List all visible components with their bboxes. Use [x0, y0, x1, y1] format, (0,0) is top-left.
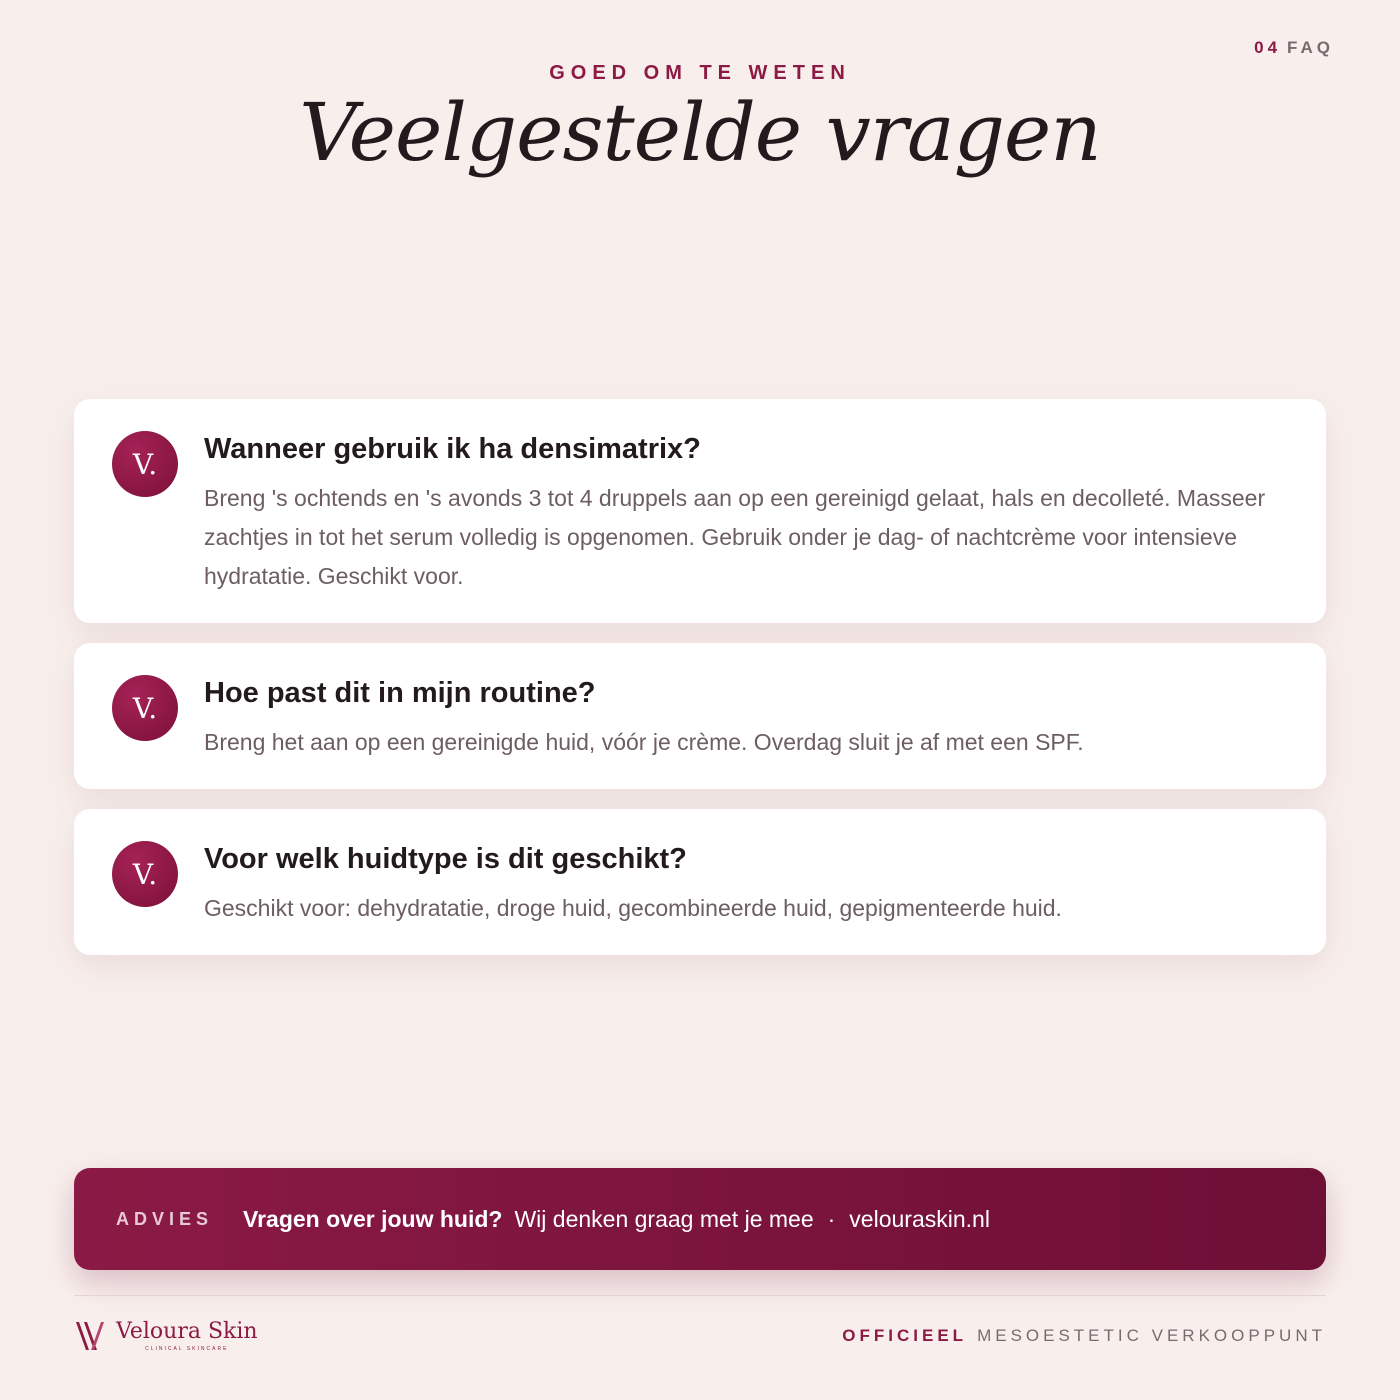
- faq-question: Voor welk huidtype is dit geschikt?: [204, 843, 687, 875]
- brand-name: Veloura Skin: [116, 1318, 258, 1344]
- footer-credential: [842, 1326, 1326, 1346]
- page-number: 04: [1254, 38, 1282, 57]
- page-label: FAQ: [1287, 38, 1334, 57]
- advice-separator: ·: [827, 1205, 836, 1232]
- faq-question: Hoe past dit in mijn routine?: [204, 677, 596, 709]
- faq-card-1: [74, 399, 1326, 623]
- faq-question: Wanneer gebruik ik ha densimatrix?: [204, 433, 701, 465]
- faq-badge: V.: [112, 675, 178, 741]
- faq-answer: Geschikt voor: dehydratatie, droge huid, gecombineerde huid, gepigmenteerde huid.: [204, 895, 1062, 921]
- website-link[interactable]: velouraskin.nl: [849, 1205, 990, 1232]
- brand-logo: [74, 1318, 258, 1354]
- page-title: Veelgestelde vragen: [299, 86, 1101, 179]
- advice-banner: [74, 1168, 1326, 1270]
- brand-tagline: CLINICAL SKINCARE: [145, 1345, 229, 1352]
- faq-badge: V.: [112, 841, 178, 907]
- veloura-monogram-icon: [74, 1318, 106, 1354]
- footer-divider: [74, 1295, 1326, 1296]
- footer-official: OFFICIEEL: [842, 1326, 968, 1345]
- footer-reseller: MESOESTETIC VERKOOPPUNT: [977, 1326, 1326, 1345]
- faq-answer: Breng het aan op een gereinigde huid, vóór je crème. Overdag sluit je af met een SPF.: [204, 729, 1084, 755]
- section-eyebrow: GOED OM TE WETEN: [549, 62, 851, 84]
- faq-card-2: [74, 643, 1326, 789]
- advice-text: Wij denken graag met je mee: [514, 1205, 814, 1232]
- faq-answer: Breng 's ochtends en 's avonds 3 tot 4 druppels aan op een gereinigd gelaat, hals en decolleté. Masseer zachtjes in tot het serum volledig is opgenomen. Gebruik onder je dag- of nachtcrème voor intensieve hydratatie. Geschikt voor.: [204, 485, 1266, 589]
- advice-headline: Vragen over jouw huid?: [243, 1205, 503, 1232]
- faq-card-3: [74, 809, 1326, 955]
- advice-label: ADVIES: [116, 1208, 214, 1229]
- faq-badge: V.: [112, 431, 178, 497]
- page-tag: [1254, 38, 1334, 58]
